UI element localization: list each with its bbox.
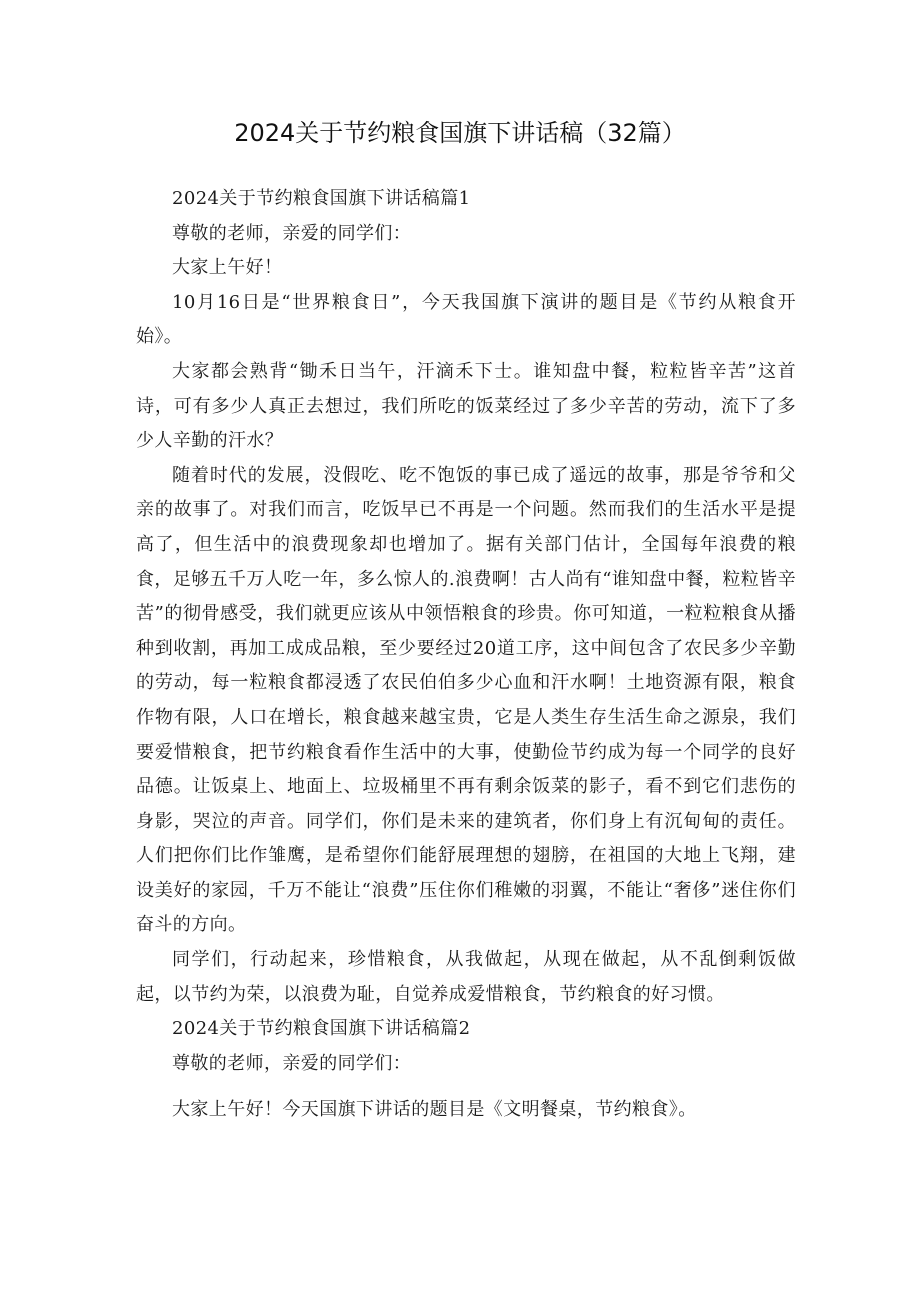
body-paragraph: 大家都会熟背“锄禾日当午，汗滴禾下士。谁知盘中餐，粒粒皆辛苦”这首诗，可有多少人真正去想过，我们所吃的饭菜经过了多少辛苦的劳动，流下了多少人辛勤的汗水？ bbox=[136, 360, 796, 452]
body-paragraph: 10月16日是“世界粮食日”，今天我国旗下演讲的题目是《节约从粮食开始》。 bbox=[136, 291, 796, 348]
salutation: 尊敬的老师，亲爱的同学们： bbox=[172, 222, 412, 244]
body-paragraph: 同学们，行动起来，珍惜粮食，从我做起，从现在做起，从不乱倒剩饭做起，以节约为荣，以浪费为耻，自觉养成爱惜粮食，节约粮食的好习惯。 bbox=[136, 949, 796, 1005]
greeting: 大家上午好！ bbox=[172, 257, 283, 279]
section-heading-1: 2024关于节约粮食国旗下讲话稿篇1 bbox=[172, 188, 471, 209]
body-paragraph: 随着时代的发展，没假吃、吃不饱饭的事已成了遥远的故事，那是爷爷和父亲的故事了。对我们而言，吃饭早已不再是一个问题。然而我们的生活水平是提高了，但生活中的浪费现象却也增加了。据有关部门估计，全国每年浪费的粮食，足够五千万人吃一年，多么惊人的.浪费啊！古人尚有“谁知盘中餐，粒粒皆辛苦”的彻骨感受，我们就更应该从中领悟粮食的珍贵。你可知道，一粒粒粮食从播种到收割，再加工成成品粮，至少要经过20道工序，这中间包含了农民多少辛勤的劳动，每一粒粮食都浸透了农民伯伯多少心血和汗水啊！土地资源有限，粮食作物有限，人口在增长，粮食越来越宝贵，它是人类生存生活生命之源泉，我们要爱惜粮食，把节约粮食看作生活中的大事，使勤俭节约成为每一个同学的良好品德。让饭桌上、地面上、垃圾桶里不再有剩余饭菜的影子，看不到它们悲伤的身影，哭泣的声音。同学们，你们是未来的建筑者，你们身上有沉甸甸的责任。人们把你们比作雏鹰，是希望你们能舒展理想的翅膀，在祖国的大地上飞翔，建设美好的家园，千万不能让“浪费”压住你们稚嫩的羽翼，不能让“奢侈”迷住你们奋斗的方向。 bbox=[136, 464, 796, 936]
document-title: 2024关于节约粮食国旗下讲话稿（32篇） bbox=[234, 119, 686, 147]
section-heading-2: 2024关于节约粮食国旗下讲话稿篇2 bbox=[172, 1018, 471, 1040]
salutation: 尊敬的老师，亲爱的同学们： bbox=[172, 1052, 412, 1074]
greeting: 大家上午好！今天国旗下讲话的题目是《文明餐桌，节约粮食》。 bbox=[172, 1099, 697, 1121]
document-body bbox=[136, 182, 796, 1128]
